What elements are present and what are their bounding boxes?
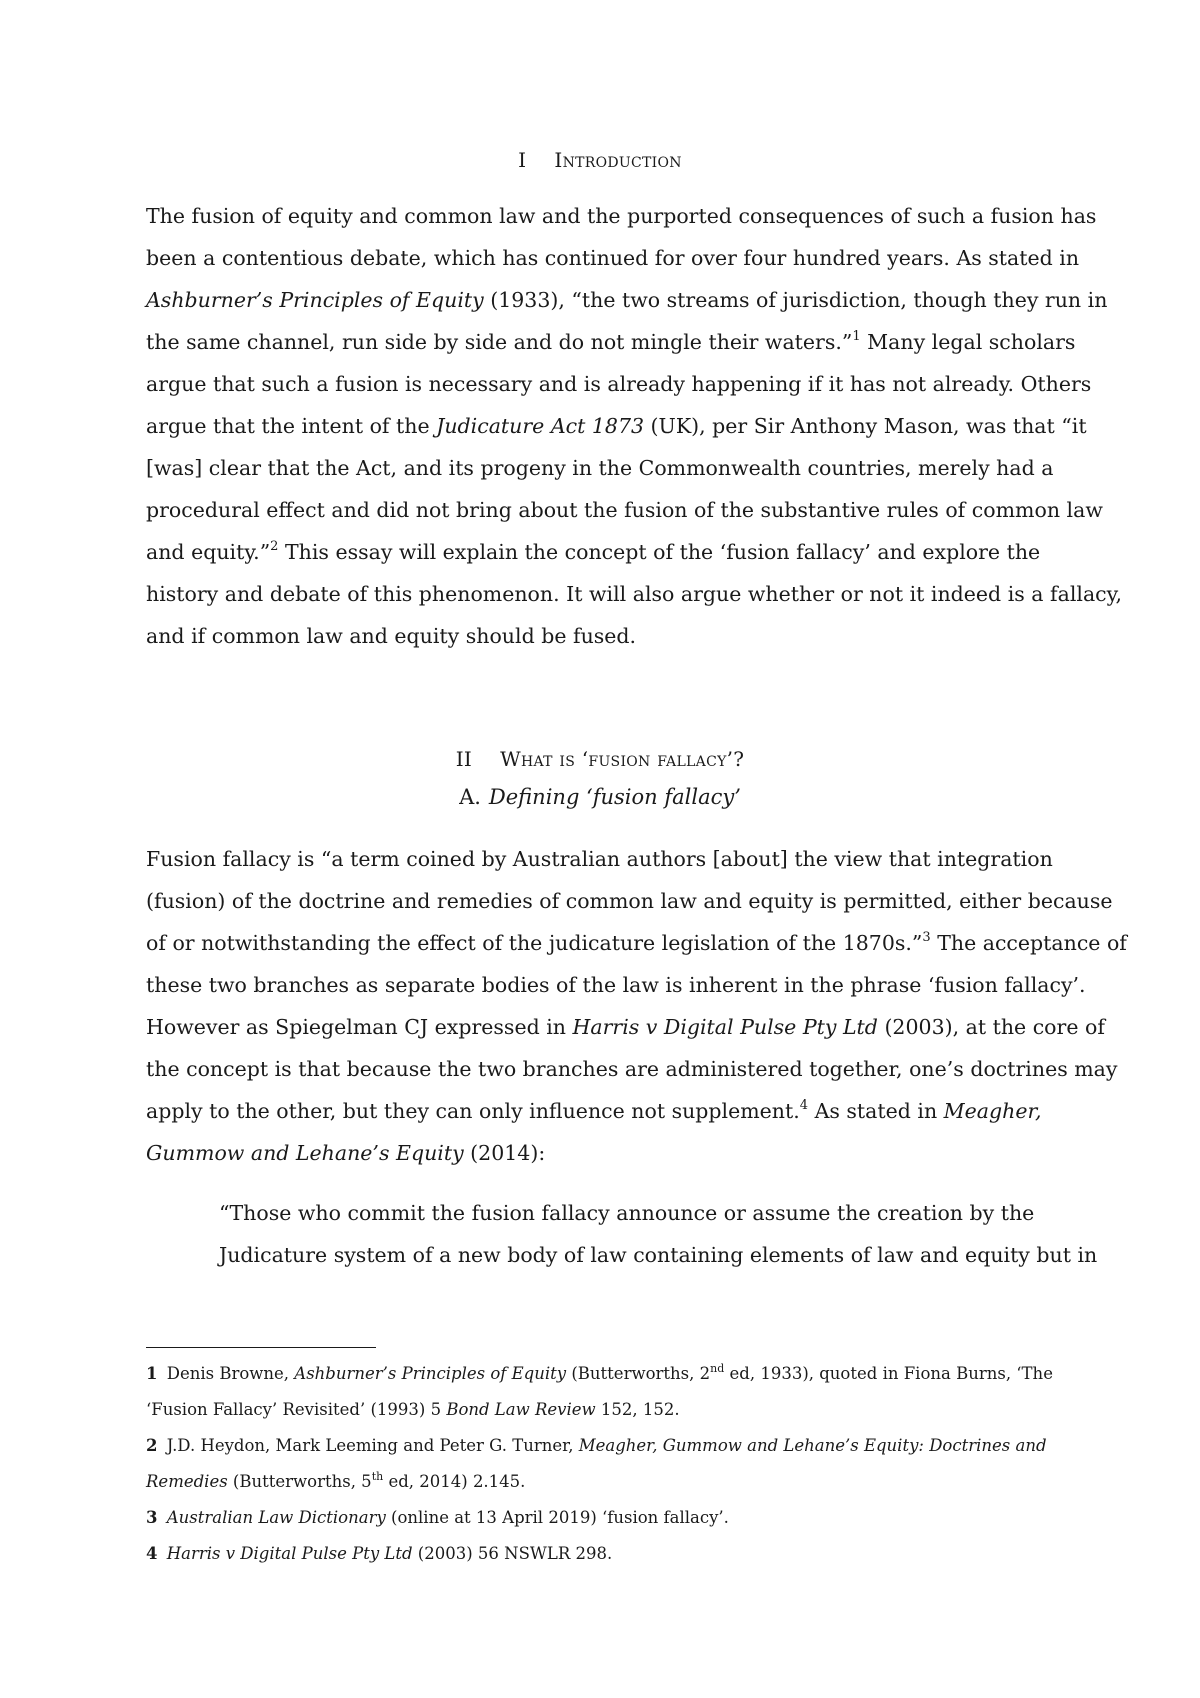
footnote-ref[interactable]: 4 (799, 1098, 809, 1113)
footnote-1: 1 Denis Browne, Ashburner’s Principles of Equity (Butterworths, 2nd ed, 1933), quoted in Fiona Burns, ‘The ‘Fusion Fallacy’ Revisited’ (1993) 5 Bond Law Review 152, 152. (146, 1362, 1053, 1419)
footnote-separator (146, 1347, 376, 1348)
text-line: the same channel, run side by side and do not mingle their waters.”$^1$ Many legal scholars (146, 329, 1076, 354)
text-line: argue that such a fusion is necessary and is already happening if it has not already. Others (146, 372, 1092, 396)
block-quote (219, 1192, 1098, 1276)
subsection-letter: A. (459, 785, 481, 809)
text-line: the concept is that because the two branches are administered together, one’s doctrines may (146, 1057, 1118, 1081)
text-line: Fusion fallacy is “a term coined by Australian authors [about] the view that integration (146, 847, 1053, 871)
section-title: Introduction (554, 148, 682, 172)
section-title: What is ‘fusion fallacy’? (500, 747, 745, 771)
section-number: II (455, 747, 473, 771)
case-title: Ashburner’s Principles of Equity (146, 288, 484, 312)
footnote-number: 2 (146, 1436, 158, 1455)
book-title: Meagher, (943, 1099, 1042, 1123)
text-line: these two branches as separate bodies of the law is inherent in the phrase ‘fusion fallacy’. (146, 973, 1086, 997)
section-heading-introduction (0, 148, 1200, 172)
text-line: apply to the other, but they can only influence not supplement.$^4$ As stated in Meagher, (146, 1098, 1042, 1123)
text-line: (fusion) of the doctrine and remedies of common law and equity is permitted, either because (146, 889, 1113, 913)
footnote-number: 1 (146, 1364, 158, 1383)
text-line: However as Spiegelman CJ expressed in Harris v Digital Pulse Pty Ltd (2003), at the core of (146, 1015, 1105, 1039)
footnote-2: 2 J.D. Heydon, Mark Leeming and Peter G. Turner, Meagher, Gummow and Lehane’s Equity: Doctrines and Remedies (Butterworths, 5th ed, 2014) 2.145. (146, 1436, 1047, 1491)
footnote-ref[interactable]: 2 (270, 539, 279, 554)
text-line: “Those who commit the fusion fallacy announce or assume the creation by the (219, 1201, 1035, 1225)
text-line: Judicature system of a new body of law containing elements of law and equity but in (219, 1243, 1098, 1267)
text-line: been a contentious debate, which has continued for over four hundred years. As stated in (146, 246, 1080, 270)
text-line: The fusion of equity and common law and the purported consequences of such a fusion has (146, 204, 1097, 228)
footnote-ref[interactable]: 1 (852, 329, 861, 344)
footnote-number: 3 (146, 1508, 158, 1527)
text-line: [was] clear that the Act, and its progeny in the Commonwealth countries, merely had a (146, 456, 1054, 480)
text-line: and if common law and equity should be fused. (146, 624, 637, 648)
fusion-fallacy-paragraph (146, 838, 1127, 1174)
text-line: Ashburner’s Principles of Equity (1933), “the two streams of jurisdiction, though they run in (146, 288, 1108, 312)
text-line: history and debate of this phenomenon. It will also argue whether or not it indeed is a fallacy, (146, 582, 1123, 606)
footnote-3: 3 Australian Law Dictionary (online at 13 April 2019) ‘fusion fallacy’. (146, 1508, 729, 1527)
footnote-ref[interactable]: 3 (922, 930, 931, 945)
text-line: Gummow and Lehane’s Equity (2014): (146, 1141, 546, 1165)
footnote-number: 4 (146, 1544, 158, 1563)
section-number: I (518, 148, 527, 172)
introduction-paragraph (146, 195, 1123, 657)
book-title: Gummow and Lehane’s Equity (146, 1141, 464, 1165)
subsection-heading (0, 785, 1200, 809)
subsection-title: Defining ‘fusion fallacy’ (488, 785, 741, 809)
section-heading-fusion-fallacy (0, 747, 1200, 771)
text-line: argue that the intent of the Judicature Act 1873 (UK), per Sir Anthony Mason, was that “it (146, 414, 1087, 438)
footnote-4: 4 Harris v Digital Pulse Pty Ltd (2003) 56 NSWLR 298. (146, 1544, 613, 1563)
case-title: Harris v Digital Pulse Pty Ltd (572, 1015, 878, 1039)
text-line: procedural effect and did not bring about the fusion of the substantive rules of common law (146, 498, 1103, 522)
statute-title: Judicature Act 1873 (436, 414, 645, 438)
text-line: of or notwithstanding the effect of the judicature legislation of the 1870s.”$^3$ The acceptance of (146, 930, 1127, 955)
text-line: and equity.”$^2$ This essay will explain the concept of the ‘fusion fallacy’ and explore the (146, 539, 1041, 564)
